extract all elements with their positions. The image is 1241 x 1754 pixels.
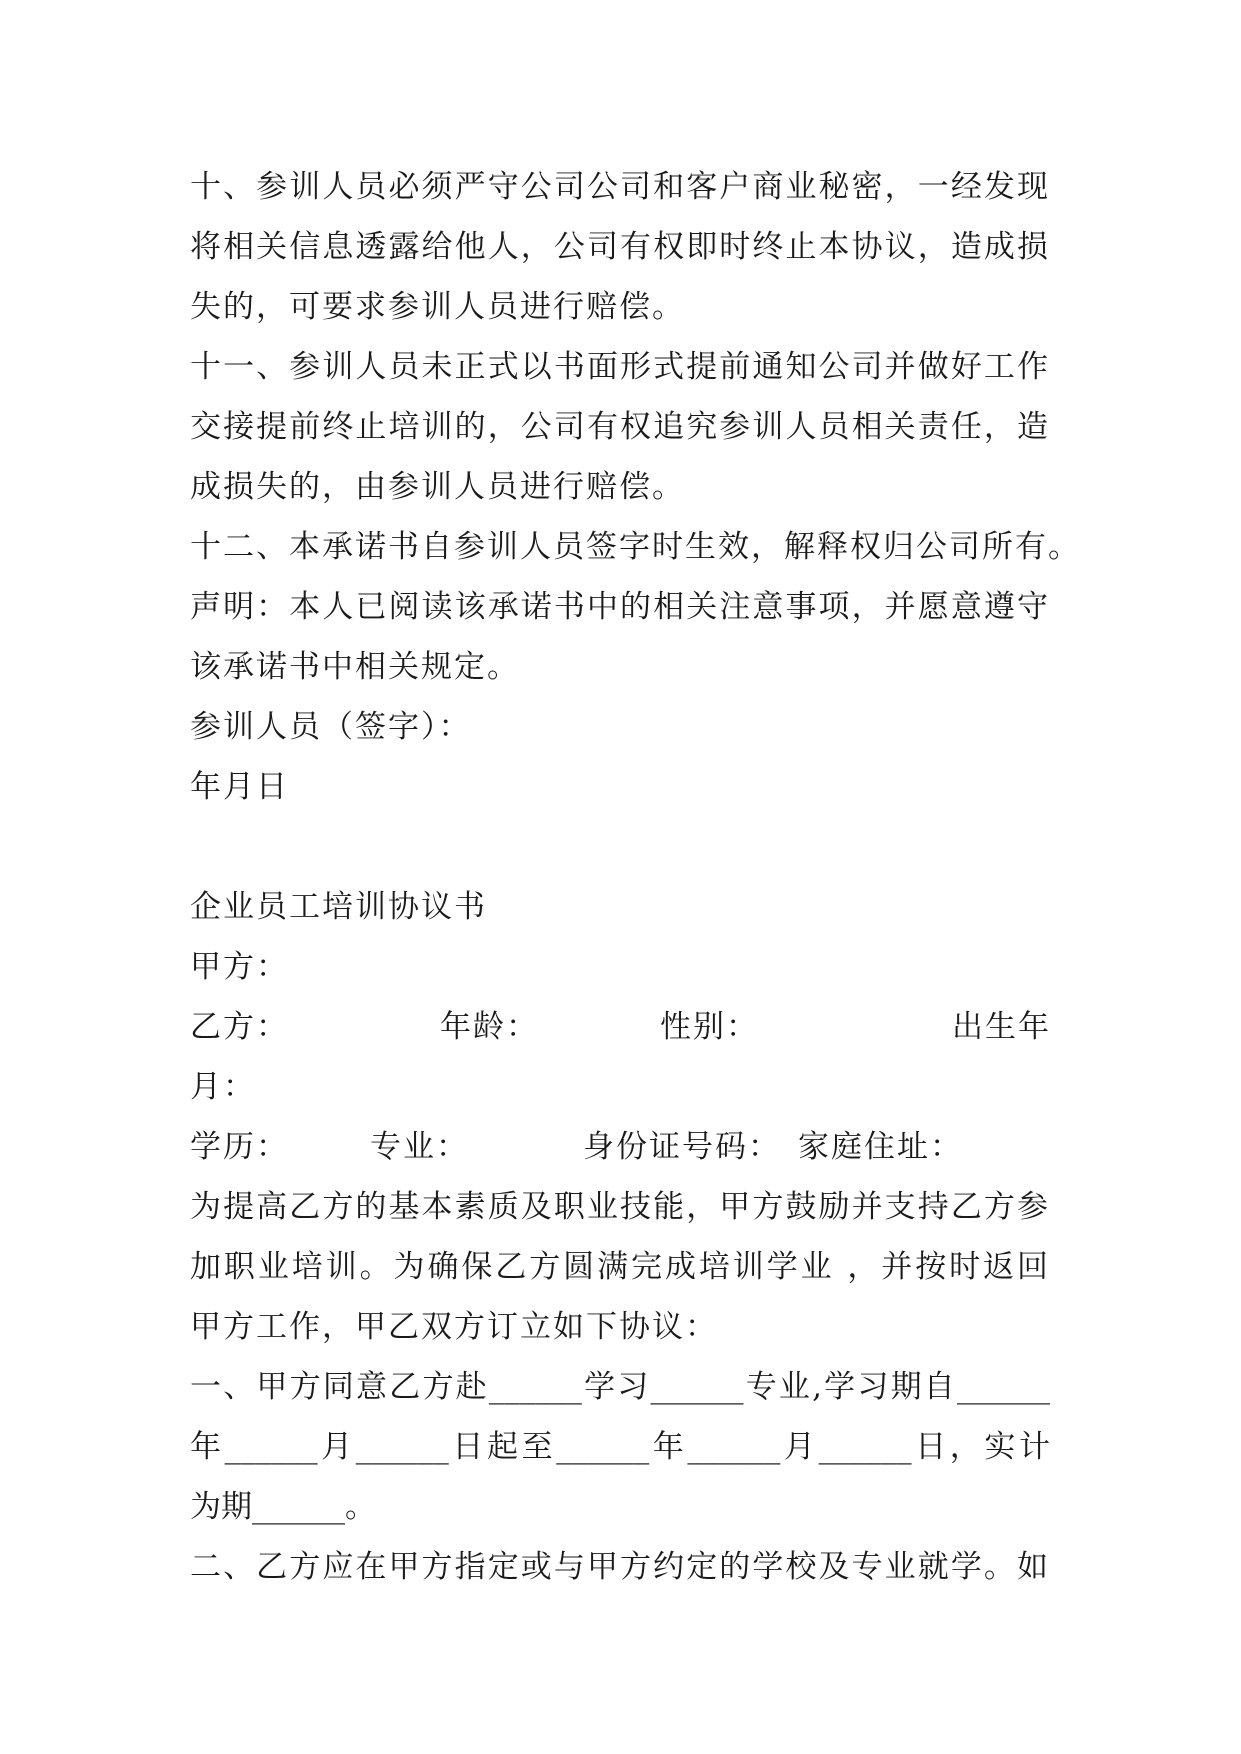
party-b-label: 乙方： <box>190 1009 289 1045</box>
clause-1-line-1: 一、甲方同意乙方赴______学习______专业,学习期自______ <box>190 1369 1050 1405</box>
education-row <box>190 1117 1050 1177</box>
id-number-label: 身份证号码： <box>583 1129 781 1165</box>
clause-11-line-3: 成损失的，由参训人员进行赔偿。 <box>190 469 685 505</box>
address-label: 家庭住址： <box>798 1129 963 1165</box>
gender-label: 性别： <box>660 1009 759 1045</box>
intro-line-3: 甲方工作，甲乙双方订立如下协议： <box>190 1309 718 1345</box>
education-label: 学历： <box>190 1129 289 1165</box>
party-a-label: 甲方： <box>190 949 289 985</box>
intro-line-1: 为提高乙方的基本素质及职业技能，甲方鼓励并支持乙方参 <box>190 1189 1050 1225</box>
clause-1-line-3: 为期______。 <box>190 1489 376 1525</box>
clause-11-line-1: 十一、参训人员未正式以书面形式提前通知公司并做好工作 <box>190 349 1050 385</box>
age-label: 年龄： <box>440 1009 539 1045</box>
date-label: 年月日 <box>190 769 289 805</box>
party-b-row <box>190 997 1050 1057</box>
declaration-line-2: 该承诺书中相关规定。 <box>190 649 520 685</box>
clause-11-line-2: 交接提前终止培训的，公司有权追究参训人员相关责任，造 <box>190 409 1050 445</box>
clause-12-line-1: 十二、本承诺书自参训人员签字时生效，解释权归公司所有。 <box>190 529 1081 565</box>
clause-1-line-2: 年______月______日起至______年______月______日，实计 <box>190 1429 1050 1465</box>
clause-2-line-1: 二、乙方应在甲方指定或与甲方约定的学校及专业就学。如 <box>190 1549 1050 1585</box>
clause-10-line-1: 十、参训人员必须严守公司公司和客户商业秘密，一经发现 <box>190 169 1050 205</box>
clause-10-line-2: 将相关信息透露给他人，公司有权即时终止本协议，造成损 <box>190 229 1050 265</box>
major-label: 专业： <box>370 1129 469 1165</box>
signature-label: 参训人员（签字）： <box>190 709 472 745</box>
birth-label-part-2: 月： <box>190 1069 256 1105</box>
declaration-line-1: 声明：本人已阅读该承诺书中的相关注意事项，并愿意遵守 <box>190 589 1050 625</box>
intro-line-2: 加职业培训。为确保乙方圆满完成培训学业 ，并按时返回 <box>190 1249 1050 1285</box>
birth-label-part-1: 出生年 <box>952 1009 1051 1045</box>
clause-10-line-3: 失的，可要求参训人员进行赔偿。 <box>190 289 685 325</box>
agreement-title: 企业员工培训协议书 <box>190 889 487 925</box>
